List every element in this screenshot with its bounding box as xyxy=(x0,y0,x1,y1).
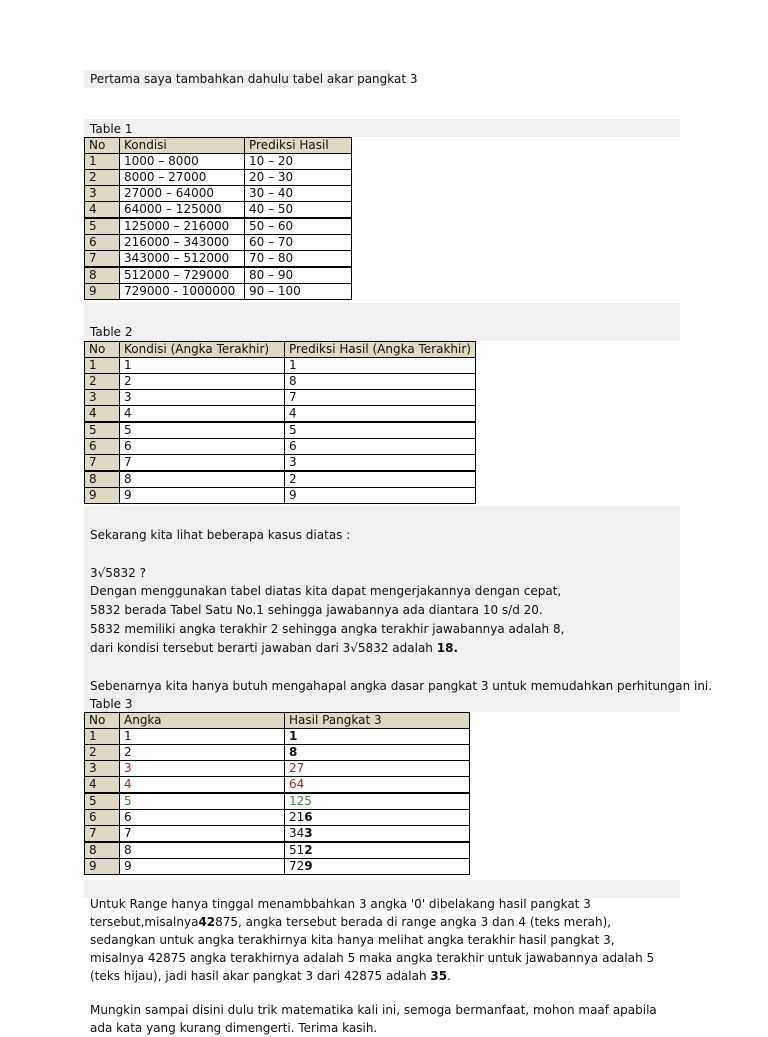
case-text: 3√5832 ? xyxy=(90,566,147,580)
explanation-line-5: Sebenarnya kita hanya butuh mengahapal angka dasar pangkat 3 untuk memudahkan perhitungan ini. xyxy=(90,679,713,693)
para1-bold-35: 35 xyxy=(430,969,448,983)
table3-cell-no: 4 xyxy=(85,777,120,794)
table1-cell-no: 2 xyxy=(85,170,120,186)
table3-cell-hasil xyxy=(285,859,470,875)
table1-cell-prediksi: 70 – 80 xyxy=(245,251,352,268)
table2-cell-no: 7 xyxy=(85,455,120,472)
table3-hasil-last-digit: 1 xyxy=(289,729,298,743)
table2-cell-prediksi: 4 xyxy=(285,406,476,423)
table1-cell-prediksi: 50 – 60 xyxy=(245,218,352,235)
table3-cell-angka: 3 xyxy=(120,761,285,777)
table1-header-row xyxy=(85,138,352,154)
table1-cell-kondisi: 125000 – 216000 xyxy=(120,218,245,235)
range-explanation-paragraph xyxy=(90,895,670,985)
table3-row xyxy=(85,810,470,826)
table1-cell-prediksi: 30 – 40 xyxy=(245,186,352,202)
table3-cell-hasil xyxy=(285,810,470,826)
table2-header-kondisi: Kondisi (Angka Terakhir) xyxy=(120,342,285,358)
table2 xyxy=(84,341,476,504)
table2-row xyxy=(85,439,476,455)
table3-hasil-last-digit: 6 xyxy=(304,810,313,824)
table1-cell-kondisi: 512000 – 729000 xyxy=(120,267,245,284)
table1-cell-kondisi: 216000 – 343000 xyxy=(120,235,245,251)
table3-hasil-last-digit: 4 xyxy=(296,777,305,791)
table3-hasil-prefix: 34 xyxy=(289,826,305,840)
table3-header-no: No xyxy=(85,713,120,729)
table3-cell-angka: 7 xyxy=(120,826,285,843)
table3-hasil-last-digit: 3 xyxy=(304,826,313,840)
table1-cell-prediksi: 80 – 90 xyxy=(245,267,352,284)
table1-cell-prediksi: 20 – 30 xyxy=(245,170,352,186)
table3-cell-angka: 6 xyxy=(120,810,285,826)
table3-cell-angka: 5 xyxy=(120,793,285,810)
table2-row xyxy=(85,390,476,406)
table2-cell-prediksi: 5 xyxy=(285,422,476,439)
explanation-line-2: 5832 berada Tabel Satu No.1 sehingga jawabannya ada diantara 10 s/d 20. xyxy=(90,603,543,617)
table2-cell-no: 8 xyxy=(85,471,120,488)
table2-cell-no: 5 xyxy=(85,422,120,439)
table1-cell-kondisi: 8000 – 27000 xyxy=(120,170,245,186)
table3-hasil-last-digit: 2 xyxy=(304,843,313,857)
table2-row xyxy=(85,374,476,390)
para1-text-2: 875, angka tersebut berada di range angka 3 dan 4 (teks merah), sedangkan untuk angka terakhirnya kita hanya melihat angka terakhir hasil pangkat 3, misalnya 42875 angka terakhirnya adalah 5 maka angka terakhir untuk jawabannya adalah 5 (teks hijau), jadi hasil akar pangkat 3 dari 42875 adalah xyxy=(90,915,655,983)
table3-cell-no: 2 xyxy=(85,745,120,761)
table2-row xyxy=(85,488,476,504)
table1-header-kondisi: Kondisi xyxy=(120,138,245,154)
table3-row xyxy=(85,826,470,843)
table3-hasil-prefix: 6 xyxy=(289,777,297,791)
table2-cell-no: 3 xyxy=(85,390,120,406)
table3-cell-hasil xyxy=(285,761,470,777)
table1-cell-no: 9 xyxy=(85,284,120,300)
table1 xyxy=(84,137,352,300)
table3-cell-angka: 2 xyxy=(120,745,285,761)
table2-cell-kondisi: 3 xyxy=(120,390,285,406)
table1-cell-no: 3 xyxy=(85,186,120,202)
table1-cell-kondisi: 343000 – 512000 xyxy=(120,251,245,268)
table3-cell-no: 1 xyxy=(85,729,120,745)
table1-cell-kondisi: 27000 – 64000 xyxy=(120,186,245,202)
table1-row xyxy=(85,284,352,300)
table3-cell-no: 7 xyxy=(85,826,120,843)
table3-hasil-last-digit: 9 xyxy=(304,859,313,873)
table3-row xyxy=(85,777,470,794)
table3-header-angka: Angka xyxy=(120,713,285,729)
table2-row xyxy=(85,406,476,423)
table1-row xyxy=(85,186,352,202)
table1-header-no: No xyxy=(85,138,120,154)
table2-cell-prediksi: 9 xyxy=(285,488,476,504)
explanation-line-4 xyxy=(90,640,458,656)
table3-cell-no: 8 xyxy=(85,842,120,859)
table1-cell-prediksi: 90 – 100 xyxy=(245,284,352,300)
table3-cell-no: 5 xyxy=(85,793,120,810)
table1-cell-prediksi: 40 – 50 xyxy=(245,202,352,219)
table2-cell-kondisi: 9 xyxy=(120,488,285,504)
table3-row xyxy=(85,859,470,875)
table3-header-row xyxy=(85,713,470,729)
table3-cell-hasil xyxy=(285,842,470,859)
table2-cell-no: 1 xyxy=(85,358,120,374)
table3-row xyxy=(85,842,470,859)
table2-header-no: No xyxy=(85,342,120,358)
table3-row xyxy=(85,793,470,810)
table3-cell-angka: 1 xyxy=(120,729,285,745)
para1-text-1: Untuk Range hanya tinggal menambbahkan 3 angka '0' dibelakang hasil pangkat 3 tersebut,misalnya xyxy=(90,897,591,929)
table2-cell-prediksi: 6 xyxy=(285,439,476,455)
table2-cell-no: 4 xyxy=(85,406,120,423)
table1-row xyxy=(85,267,352,284)
table1-row xyxy=(85,218,352,235)
table3-cell-hasil xyxy=(285,777,470,794)
table2-cell-kondisi: 2 xyxy=(120,374,285,390)
table1-cell-no: 4 xyxy=(85,202,120,219)
para1-bold-42: 42 xyxy=(198,915,216,929)
table3-cell-hasil xyxy=(285,745,470,761)
table2-cell-kondisi: 5 xyxy=(120,422,285,439)
table2-cell-no: 6 xyxy=(85,439,120,455)
table3-hasil-prefix: 21 xyxy=(289,810,305,824)
table1-cell-kondisi: 64000 – 125000 xyxy=(120,202,245,219)
table1-row xyxy=(85,154,352,170)
table3-hasil-last-digit: 7 xyxy=(296,761,305,775)
table1-caption: Table 1 xyxy=(90,122,133,136)
table2-cell-kondisi: 7 xyxy=(120,455,285,472)
table1-row xyxy=(85,170,352,186)
closing-paragraph: Mungkin sampai disini dulu trik matematika kali ini, semoga bermanfaat, mohon maaf apabila ada kata yang kurang dimengerti. Terima kasih. xyxy=(90,1003,657,1035)
table1-row xyxy=(85,235,352,251)
table3-cell-no: 6 xyxy=(85,810,120,826)
table2-cell-no: 9 xyxy=(85,488,120,504)
explanation-line-4-text: dari kondisi tersebut berarti jawaban dari 3√5832 adalah xyxy=(90,641,437,655)
table3-hasil-prefix: 2 xyxy=(289,761,297,775)
table3-row xyxy=(85,729,470,745)
table1-cell-no: 6 xyxy=(85,235,120,251)
table1-cell-kondisi: 729000 - 1000000 xyxy=(120,284,245,300)
table1-cell-no: 1 xyxy=(85,154,120,170)
table3-cell-hasil xyxy=(285,729,470,745)
table2-cell-prediksi: 8 xyxy=(285,374,476,390)
band-table2-caption xyxy=(84,303,680,341)
table1-cell-no: 8 xyxy=(85,267,120,284)
table2-caption: Table 2 xyxy=(90,325,133,339)
table3 xyxy=(84,712,470,875)
table2-row xyxy=(85,455,476,472)
table3-cell-hasil xyxy=(285,826,470,843)
table2-row xyxy=(85,422,476,439)
table2-cell-kondisi: 6 xyxy=(120,439,285,455)
table3-row xyxy=(85,745,470,761)
table1-row xyxy=(85,202,352,219)
table1-cell-kondisi: 1000 – 8000 xyxy=(120,154,245,170)
table2-cell-prediksi: 2 xyxy=(285,471,476,488)
table2-cell-no: 2 xyxy=(85,374,120,390)
table3-hasil-prefix: 72 xyxy=(289,859,305,873)
table2-cell-prediksi: 7 xyxy=(285,390,476,406)
section2-heading: Sekarang kita lihat beberapa kasus diatas : xyxy=(90,528,351,542)
table2-row xyxy=(85,358,476,374)
table3-hasil-last-digit: 8 xyxy=(289,745,298,759)
table3-cell-angka: 4 xyxy=(120,777,285,794)
table3-cell-angka: 8 xyxy=(120,842,285,859)
table2-header-row xyxy=(85,342,476,358)
table1-cell-prediksi: 10 – 20 xyxy=(245,154,352,170)
table1-row xyxy=(85,251,352,268)
table1-cell-no: 7 xyxy=(85,251,120,268)
explanation-line-3: 5832 memiliki angka terakhir 2 sehingga angka terakhir jawabannya adalah 8, xyxy=(90,622,565,636)
table2-cell-kondisi: 1 xyxy=(120,358,285,374)
para1-text-3: . xyxy=(447,969,451,983)
table1-cell-no: 5 xyxy=(85,218,120,235)
intro-text: Pertama saya tambahkan dahulu tabel akar pangkat 3 xyxy=(90,72,418,86)
table3-hasil-value: 125 xyxy=(289,794,312,808)
band-table1-caption xyxy=(84,119,680,137)
table2-cell-kondisi: 4 xyxy=(120,406,285,423)
table3-row xyxy=(85,761,470,777)
table3-hasil-prefix: 51 xyxy=(289,843,305,857)
explanation-line-1: Dengan menggunakan tabel diatas kita dapat mengerjakannya dengan cepat, xyxy=(90,584,562,598)
table3-cell-hasil xyxy=(285,793,470,810)
table2-cell-prediksi: 1 xyxy=(285,358,476,374)
table3-caption: Table 3 xyxy=(90,697,133,711)
table2-cell-prediksi: 3 xyxy=(285,455,476,472)
table3-cell-angka: 9 xyxy=(120,859,285,875)
table3-header-hasil: Hasil Pangkat 3 xyxy=(285,713,470,729)
table1-header-prediksi: Prediksi Hasil xyxy=(245,138,352,154)
table2-row xyxy=(85,471,476,488)
table3-cell-no: 3 xyxy=(85,761,120,777)
table2-header-prediksi: Prediksi Hasil (Angka Terakhir) xyxy=(285,342,476,358)
table1-cell-prediksi: 60 – 70 xyxy=(245,235,352,251)
answer-18: 18. xyxy=(436,641,458,655)
table2-cell-kondisi: 8 xyxy=(120,471,285,488)
table3-cell-no: 9 xyxy=(85,859,120,875)
